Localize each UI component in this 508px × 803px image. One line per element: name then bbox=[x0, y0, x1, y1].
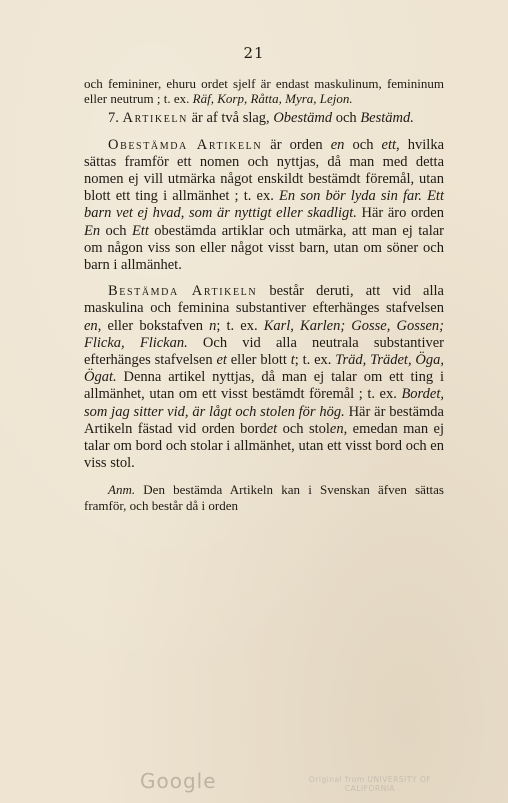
remark-text: Den bestämda Artikeln kan i Svenskan äfven sättas framför, och består då i orden bbox=[84, 482, 444, 513]
paragraph-gender-note bbox=[84, 76, 444, 106]
indefinite-text-4: Här äro orden bbox=[356, 205, 444, 222]
gender-note-line1: och femininer, ehuru ordet sjelf är endast bbox=[84, 76, 310, 91]
suffix-et: et bbox=[216, 352, 227, 369]
term-obestamd: Obestämd bbox=[273, 110, 333, 127]
gender-note-line2: maskulinum, femininum eller neutrum ; t. ex. bbox=[84, 76, 444, 107]
term-bestamd: Bestämd. bbox=[360, 110, 414, 127]
suffix-n: n bbox=[209, 317, 217, 334]
definite-example-2: Träd, Trädet, Öga, Ögat. bbox=[84, 352, 445, 386]
article-types-och: och bbox=[332, 110, 361, 127]
definite-text-6: ; t. ex. bbox=[294, 352, 336, 369]
gender-note-examples: Räf, Korp, Råtta, Myra, Lejon. bbox=[192, 91, 353, 107]
suffix-et-2: et bbox=[266, 420, 278, 437]
indefinite-text-1: är orden bbox=[262, 136, 331, 153]
body-text bbox=[84, 76, 444, 513]
paragraph-indefinite-article bbox=[84, 137, 444, 275]
definite-example-1: Karl, Karlen; Gosse, Gossen; Flicka, Flickan. bbox=[84, 317, 444, 351]
definite-text-8: Här är bestämda Artikeln fästad vid orden bbox=[84, 403, 444, 437]
definite-text-2: , eller bokstafven bbox=[97, 317, 210, 334]
definite-text-9: och bbox=[277, 420, 309, 437]
google-watermark: Google bbox=[140, 769, 217, 793]
word-ett: ett bbox=[381, 136, 397, 153]
definite-text-5: eller blott bbox=[226, 352, 291, 369]
definite-text-10: , emedan man ej talar om bord och stolar i allmänhet, utan ett visst bord och en viss stol. bbox=[84, 420, 444, 472]
indefinite-text-3: , hvilka sättas framför ett nomen och nyttjas, då man med detta nomen ej vill utmärka något enskildt bestämdt föremål, utan blott ett ting i allmänhet ; t. ex. bbox=[84, 136, 444, 205]
page-number: 21 bbox=[243, 44, 265, 62]
word-bord: bord bbox=[240, 420, 267, 437]
indefinite-text-2: och bbox=[344, 136, 382, 153]
definite-text-4: Och vid alla neutrala substantiver efterhänges stafvelsen bbox=[84, 334, 444, 369]
definite-example-3: Bordet, som jag sitter vid, är lågt och stolen för hög. bbox=[84, 386, 444, 420]
definite-text-7: Denna artikel nyttjas, då man ej talar om ett ting i allmänhet, utan om ett visst bestämdt föremål ; t. ex. bbox=[84, 369, 444, 403]
article-types-text: är af två slag, bbox=[187, 110, 274, 127]
word-en: en bbox=[330, 136, 345, 153]
paragraph-article-types bbox=[84, 110, 444, 127]
suffix-en-2: en bbox=[329, 420, 344, 437]
heading-bestamda-artikeln: Bestämda Artikeln bbox=[108, 283, 258, 300]
definite-text-3: ; t. ex. bbox=[216, 317, 264, 334]
definite-text-1: består deruti, att vid alla maskulina och feminina substantiver efterhänges stafvelsen bbox=[84, 283, 444, 317]
heading-obestamda-artikeln: Obestämda Artikeln bbox=[108, 136, 263, 153]
library-stamp: Original from UNIVERSITY OF CALIFORNIA bbox=[308, 775, 432, 793]
term-artikeln: Artikeln bbox=[122, 110, 188, 127]
section-number: 7. bbox=[108, 110, 123, 127]
suffix-en: en bbox=[84, 317, 98, 334]
word-stol: stol bbox=[308, 420, 330, 437]
word-En: En bbox=[84, 222, 101, 239]
word-Ett: Ett bbox=[131, 222, 149, 239]
indefinite-example: En son bör lyda sin far. Ett barn vet ej hvad, som är nyttigt eller skadligt. bbox=[84, 188, 444, 222]
indefinite-text-5: och bbox=[100, 222, 132, 239]
paragraph-definite-article bbox=[84, 283, 444, 472]
indefinite-text-6: obestämda artiklar och utmärka, att man ej talar om någon viss son eller något visst barn, utan om söner och barn i allmänhet. bbox=[84, 222, 445, 274]
paragraph-remark bbox=[84, 482, 444, 513]
suffix-t: t bbox=[290, 352, 295, 369]
remark-label: Anm. bbox=[108, 482, 136, 498]
